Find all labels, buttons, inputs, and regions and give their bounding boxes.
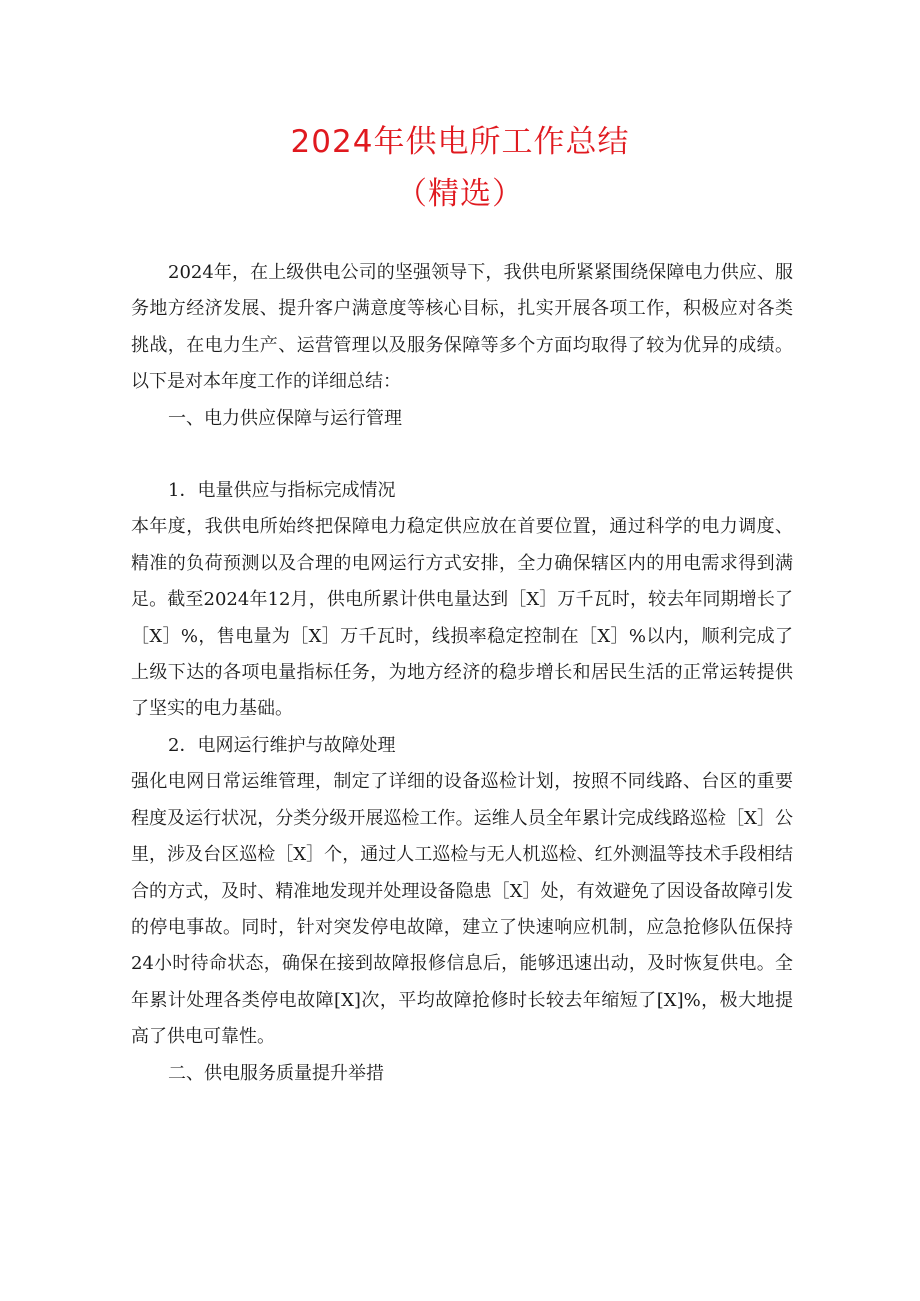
subsection-body-2: 强化电网日常运维管理，制定了详细的设备巡检计划，按照不同线路、台区的重要程度及运行状况，分类分级开展巡检工作。运维人员全年累计完成线路巡检［X］公里，涉及台区巡检［X］个，通过人工巡检与无人机巡检、红外测温等技术手段相结合的方式，及时、精准地发现并处理设备隐患［X］处，有效避免了因设备故障引发的停电事故。同时，针对突发停电故障，建立了快速响应机制，应急抢修队伍保持24小时待命状态，确保在接到故障报修信息后，能够迅速出动，及时恢复供电。全年累计处理各类停电故障[X]次，平均故障抢修时长较去年缩短了[X]%，极大地提高了供电可靠性。 — [131, 771, 793, 1048]
section-heading-2: 二、供电服务质量提升举措 — [168, 1062, 384, 1084]
section-heading-1: 一、电力供应保障与运行管理 — [168, 407, 402, 429]
document-subtitle: （精选） — [396, 176, 524, 212]
document-body — [131, 255, 793, 1092]
blank-line — [131, 437, 793, 473]
subsection-heading-2: 2．电网运行维护与故障处理 — [168, 734, 396, 756]
subsection-body-1: 本年度，我供电所始终把保障电力稳定供应放在首要位置，通过科学的电力调度、精准的负荷预测以及合理的电网运行方式安排，全力确保辖区内的用电需求得到满足。截至2024年12月，供电所累计供电量达到［X］万千瓦时，较去年同期增长了［X］%，售电量为［X］万千瓦时，线损率稳定控制在［X］%以内，顺利完成了上级下达的各项电量指标任务，为地方经济的稳步增长和居民生活的正常运转提供了坚实的电力基础。 — [131, 516, 793, 720]
document-title: 2024年供电所工作总结 — [290, 124, 630, 160]
intro-paragraph: 2024年，在上级供电公司的坚强领导下，我供电所紧紧围绕保障电力供应、服务地方经济发展、提升客户满意度等核心目标，扎实开展各项工作，积极应对各类挑战，在电力生产、运营管理以及服务保障等多个方面均取得了较为优异的成绩。以下是对本年度工作的详细总结： — [131, 262, 793, 393]
subsection-heading-1: 1．电量供应与指标完成情况 — [168, 480, 396, 502]
